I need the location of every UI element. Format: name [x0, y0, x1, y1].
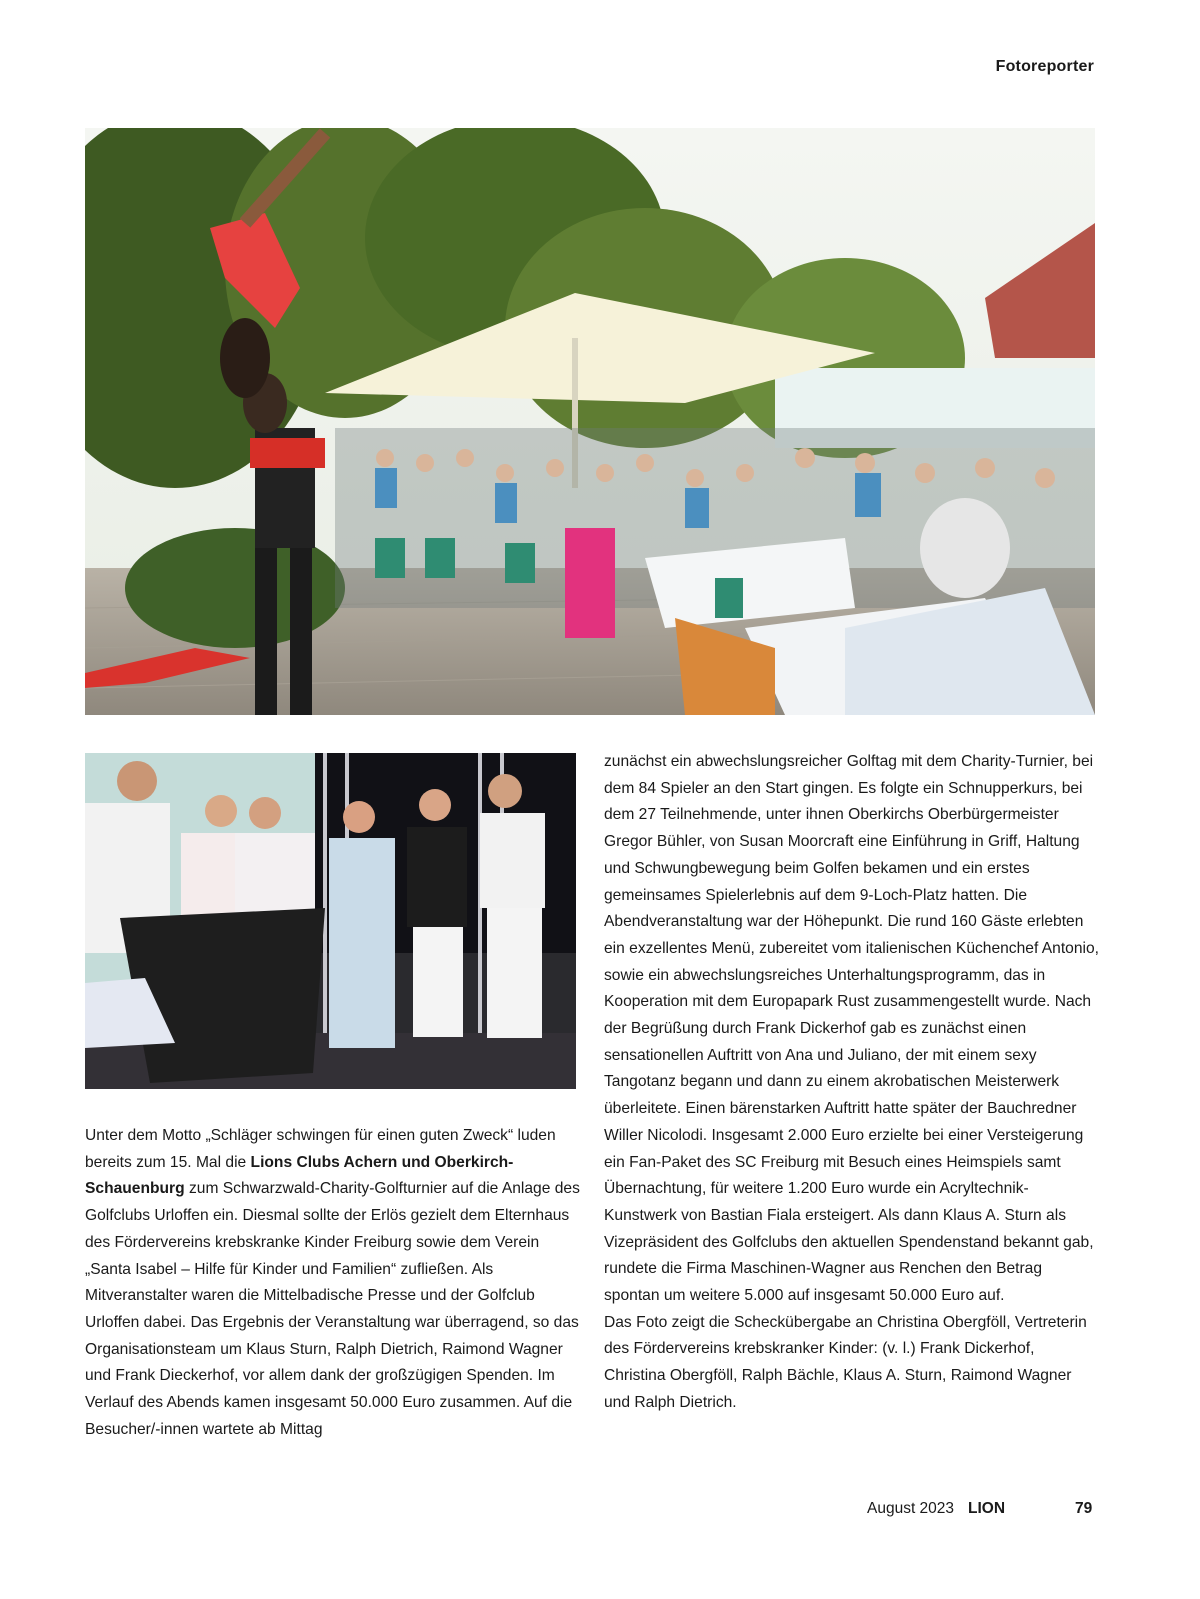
issue-date: August 2023	[867, 1500, 955, 1517]
photo-cheque-handover-illustration	[85, 753, 576, 1089]
article-paragraph	[85, 1123, 580, 1443]
page-number: 79	[1075, 1500, 1093, 1517]
article-text: zum Schwarzwald-Charity-Golfturnier auf die Anlage des Golfclubs Urloffen ein. Diesmal sollte der Erlös gezielt dem Elternhaus des Fördervereins krebskranke Kinder Freiburg sowie dem Verein „Santa Isabel – Hilfe für Kinder und Familien“ zufließen. Als Mitveranstalter waren die Mittelbadische Presse und der Golfclub Urloffen dabei. Das Ergebnis der Veranstaltung war überragend, so das Organisationsteam um Klaus Sturn, Ralph Dietrich, Raimond Wagner und Frank Dieckerhof, vor allem dank der großzügigen Spenden. Im Verlauf des Abends kamen insgesamt 50.000 Euro zusammen. Auf die Besucher/-innen wartete ab Mittag	[85, 1180, 580, 1438]
magazine-name: LION	[968, 1500, 1006, 1517]
article-highlight: Lions Clubs Achern und Oberkirch-Schauenburg	[85, 1153, 514, 1198]
photo-caption-paragraph: Das Foto zeigt die Scheckübergabe an Christina Obergföll, Vertreterin des Fördervereins krebskranker Kinder: (v. l.) Frank Dickerhof, Christina Obergföll, Ralph Bächle, Klaus A. Sturn, Raimond Wagner und Ralph Dietrich.	[604, 1313, 1087, 1411]
photo-cheque-handover	[85, 753, 576, 1089]
photo-acrobatics	[85, 128, 1095, 715]
article-paragraph: zunächst ein abwechslungsreicher Golftag mit dem Charity-Turnier, bei dem 84 Spieler an den Start gingen. Es folgte ein Schnupperkurs, bei dem 27 Teilnehmende, unter ihnen Oberkirchs Oberbürgermeister Gregor Bühler, von Susan Moorcraft eine Einführung in Griff, Haltung und Schwungbewegung beim Golfen bekamen und ein erstes gemeinsames Spielerlebnis auf dem 9-Loch-Platz hatten. Die Abendveranstaltung war der Höhepunkt. Die rund 160 Gäste erlebten ein exzellentes Menü, zubereitet vom italienischen Küchenchef Antonio, sowie ein abwechslungsreiches Unterhaltungsprogramm, das in Kooperation mit dem Europapark Rust zusammengestellt wurde. Nach der Begrüßung durch Frank Dickerhof gab es zunächst einen sensationellen Auftritt von Ana und Juliano, der mit einem sexy Tangotanz begann und dann zu einem akrobatischen Meisterwerk überleitete. Einen bärenstarken Auftritt hatte später der Bauchredner Willer Nicolodi. Insgesamt 2.000 Euro erzielte bei einer Versteigerung ein Fan-Paket des SC Freiburg mit Besuch eines Heimspiels samt Übernachtung, für weitere 1.200 Euro wurde ein Acryltechnik-Kunstwerk von Bastian Fiala ersteigert. Als dann Klaus A. Sturn als Vizepräsident des Golfclubs den aktuellen Spendenstand bekannt gab, rundete die Firma Maschinen-Wagner aus Renchen den Betrag spontan um weitere 5.000 auf insgesamt 50.000 Euro auf.	[604, 753, 1099, 1305]
article-column-right	[604, 749, 1099, 1417]
article-text: Unter dem Motto „Schläger schwingen für einen guten Zweck“ luden bereits zum 15. Mal die	[85, 1127, 556, 1171]
photo-acrobatics-illustration	[85, 128, 1095, 715]
article-column-left	[85, 1123, 580, 1443]
section-label: Fotoreporter	[995, 58, 1094, 75]
